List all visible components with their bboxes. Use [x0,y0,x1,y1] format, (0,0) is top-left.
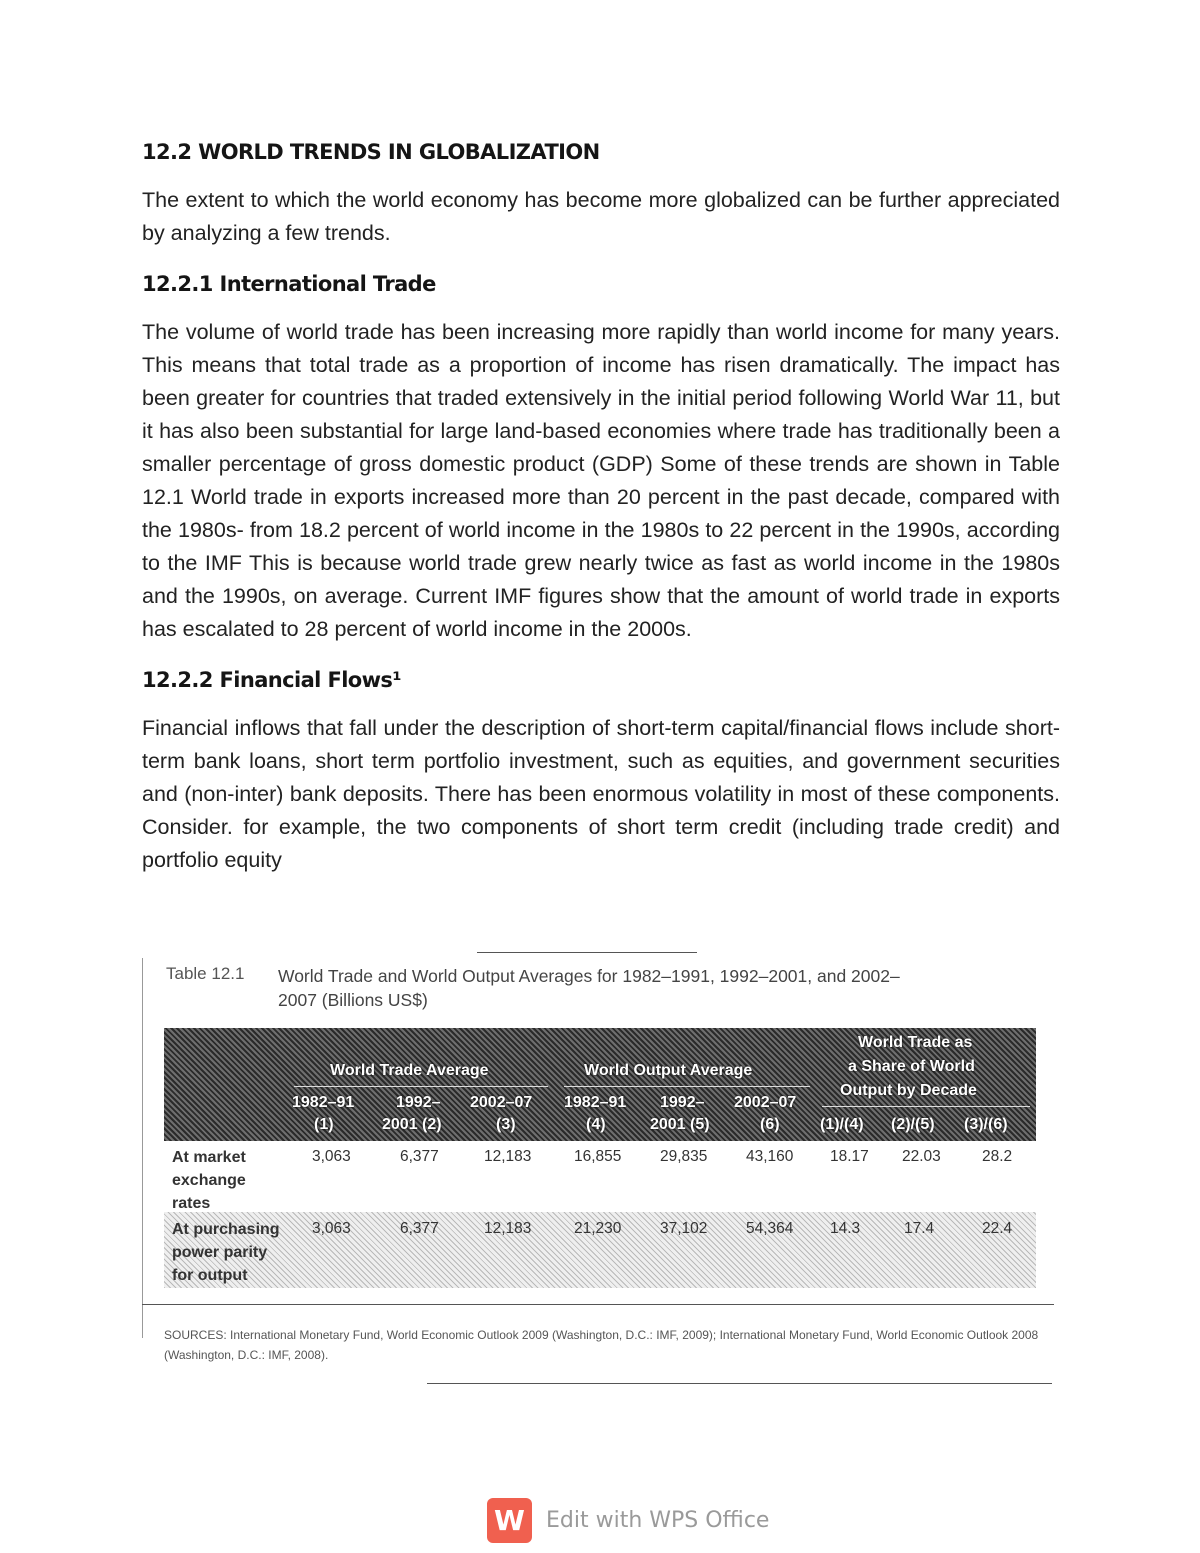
table-cell: 6,377 [400,1220,439,1237]
row-label-line: for output [172,1267,248,1284]
table-cell: 6,377 [400,1148,439,1165]
subsection-heading-financial: 12.2.2 Financial Flows¹ [142,668,401,692]
col-header-bottom: 2001 (5) [650,1116,710,1133]
wps-logo-icon: W [487,1498,532,1543]
col-header-bottom: (1) [314,1116,334,1133]
col-header-bottom: (2)/(5) [891,1116,935,1133]
group-header-output: World Output Average [584,1062,753,1079]
col-header-top: 1992– [396,1094,441,1111]
document-body [142,140,1060,877]
group-header-trade: World Trade Average [330,1062,489,1079]
row-label-line: exchange [172,1172,246,1189]
table-cell: 3,063 [312,1148,351,1165]
table-cell: 14.3 [830,1220,861,1237]
table-cell: 21,230 [574,1220,622,1237]
group-rule-output [564,1086,810,1087]
col-header-bottom: (1)/(4) [820,1116,864,1133]
row-label-line: At market [172,1149,246,1166]
table-cell: 3,063 [312,1220,351,1237]
row-label-line: At purchasing [172,1221,280,1238]
table-caption [166,964,918,1012]
trade-paragraph: The volume of world trade has been increasing more rapidly than world income for many years. This means that total trade as a proportion of income has risen dramatically. The impact has been greater for countries that traded extensively in the initial period following World War 11, but it has also been substantial for large land-based economies where trade has traditionally been a smaller percentage of gross domestic product (GDP) Some of these trends are shown in Table 12.1 World trade in exports increased more than 20 percent in the past decade, compared with the 1980s- from 18.2 percent of world income in the 1980s to 22 percent in the 1990s, according to the IMF This is because world trade grew nearly twice as fast as world income in the 1980s and the 1990s, on average. Current IMF figures show that the amount of world trade in exports has escalated to 28 percent of world income in the 2000s. [142,320,1060,641]
table-cell: 22.4 [982,1220,1013,1237]
table-cell: 22.03 [902,1148,941,1165]
group-header-share-2: a Share of World [848,1058,975,1075]
table-cell: 54,364 [746,1220,794,1237]
table-cell: 12,183 [484,1220,532,1237]
table-cell: 12,183 [484,1148,532,1165]
table-cell: 17.4 [904,1220,935,1237]
table-cell: 43,160 [746,1148,794,1165]
col-header-top: 2002–07 [734,1094,797,1111]
subsection-heading-trade: 12.2.1 International Trade [142,272,436,296]
group-header-share-1: World Trade as [858,1034,973,1051]
col-header-top: 1982–91 [292,1094,355,1111]
col-header-top: 1982–91 [564,1094,627,1111]
table-sources: SOURCES: International Monetary Fund, World Economic Outlook 2009 (Washington, D.C.: IMF, 2009); International Monetary Fund, World Economic Outlook 2008 (Washington, D.C.: IMF, 2008). [164,1328,1039,1362]
col-header-bottom: 2001 (2) [382,1116,442,1133]
group-header-share-3: Output by Decade [840,1082,977,1099]
group-rule-share [822,1106,1030,1107]
row-label-line: rates [172,1195,211,1212]
intro-paragraph: The extent to which the world economy has become more globalized can be further appreciated by analyzing a few trends. [142,188,1060,245]
figure-left-edge [142,958,143,1338]
row-label-line: power parity [172,1244,268,1261]
table-number: Table 12.1 [166,964,245,983]
table-bottom-rule [142,1304,1054,1305]
table-cell: 28.2 [982,1148,1013,1165]
col-header-top: 2002–07 [470,1094,533,1111]
table-figure [142,950,1057,1395]
table-title: World Trade and World Output Averages for 1982–1991, 1992–2001, and 2002–2007 (Billions US$) [278,966,900,1010]
table-cell: 18.17 [830,1148,869,1165]
table-cell: 37,102 [660,1220,708,1237]
col-header-top: 1992– [660,1094,705,1111]
section-heading: 12.2 WORLD TRENDS IN GLOBALIZATION [142,140,600,164]
wps-watermark-text: Edit with WPS Office [546,1507,770,1533]
col-header-bottom: (6) [760,1116,780,1133]
figure-top-rule [477,952,697,953]
financial-paragraph: Financial inflows that fall under the description of short-term capital/financial flows include short- term bank loans, short term portfolio investment, such as equities, and government securities and (non-inter) bank deposits. There has been enormous volatility in most of these components. Consider. for example, the two components of short term credit (including trade credit) and portfolio equity [142,716,1060,872]
table-header [164,1028,1036,1141]
col-header-bottom: (3) [496,1116,516,1133]
table-cell: 16,855 [574,1148,622,1165]
table-cell: 29,835 [660,1148,708,1165]
figure-end-rule [427,1383,1052,1384]
col-header-bottom: (3)/(6) [964,1116,1008,1133]
col-header-bottom: (4) [586,1116,606,1133]
table-row [164,1144,1036,1216]
group-rule-trade [294,1086,548,1087]
table-row [164,1212,1036,1288]
wps-watermark[interactable] [487,1497,769,1543]
